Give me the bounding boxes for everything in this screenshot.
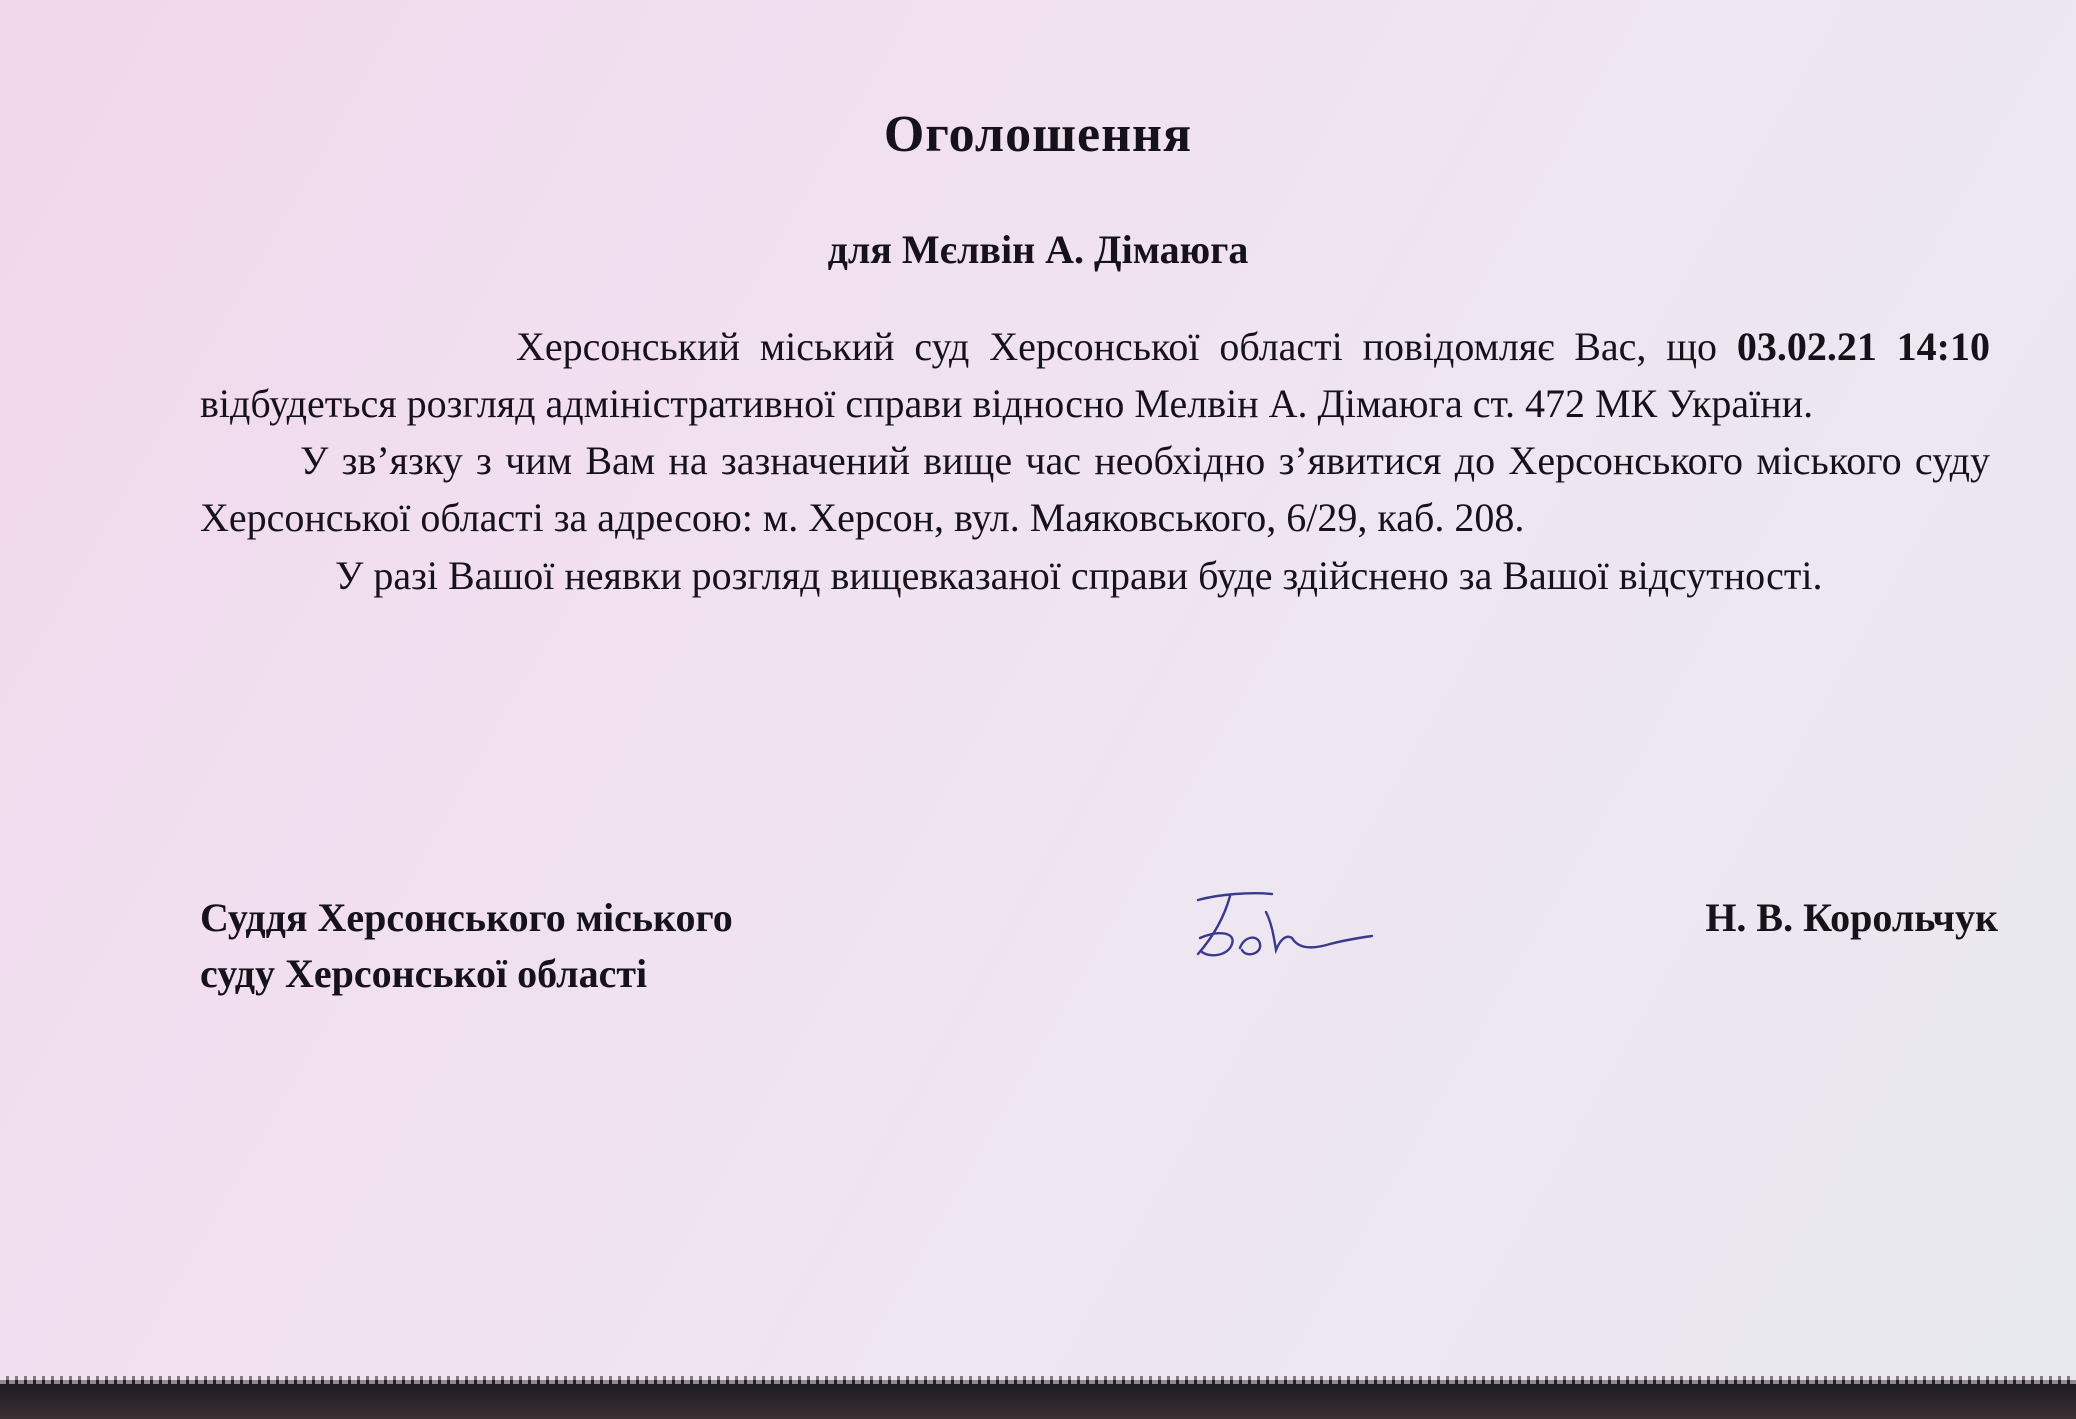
judge-position-line1: Суддя Херсонського міського <box>200 895 733 940</box>
notice-recipient: для Мєлвін А. Дімаюга <box>827 227 1249 272</box>
page-bottom-edge <box>0 1380 2076 1419</box>
judge-name: Н. В. Корольчук <box>1705 895 1998 940</box>
notice-body <box>200 318 1990 606</box>
notice-title: Оголошення <box>883 106 1193 163</box>
paragraph-absence: У разі Вашої неявки розгляд вищевказаної справи буде здійснено за Вашої відсутності. <box>335 553 1823 598</box>
paragraph-appearance: У зв’язку з чим Вам на зазначений вище час необхідно з’явитися до Херсонського міського суду Херсонської області за адресою: м. Херсон, вул. Маяковського, 6/29, каб. 208. <box>200 438 1990 540</box>
paragraph-hearing-intro: Херсонський міський суд Херсонської області повідомляє Вас, що <box>516 324 1737 369</box>
paragraph-hearing <box>200 318 1990 432</box>
judge-position-line2: суду Херсонської області <box>200 951 648 996</box>
judge-position <box>200 890 733 1002</box>
hearing-datetime: 03.02.21 14:10 <box>1736 324 1990 369</box>
handwritten-signature <box>1180 878 1380 978</box>
paragraph-hearing-rest: відбудеться розгляд адміністративної справи відносно Мелвін А. Дімаюга ст. 472 МК України. <box>200 381 1814 426</box>
